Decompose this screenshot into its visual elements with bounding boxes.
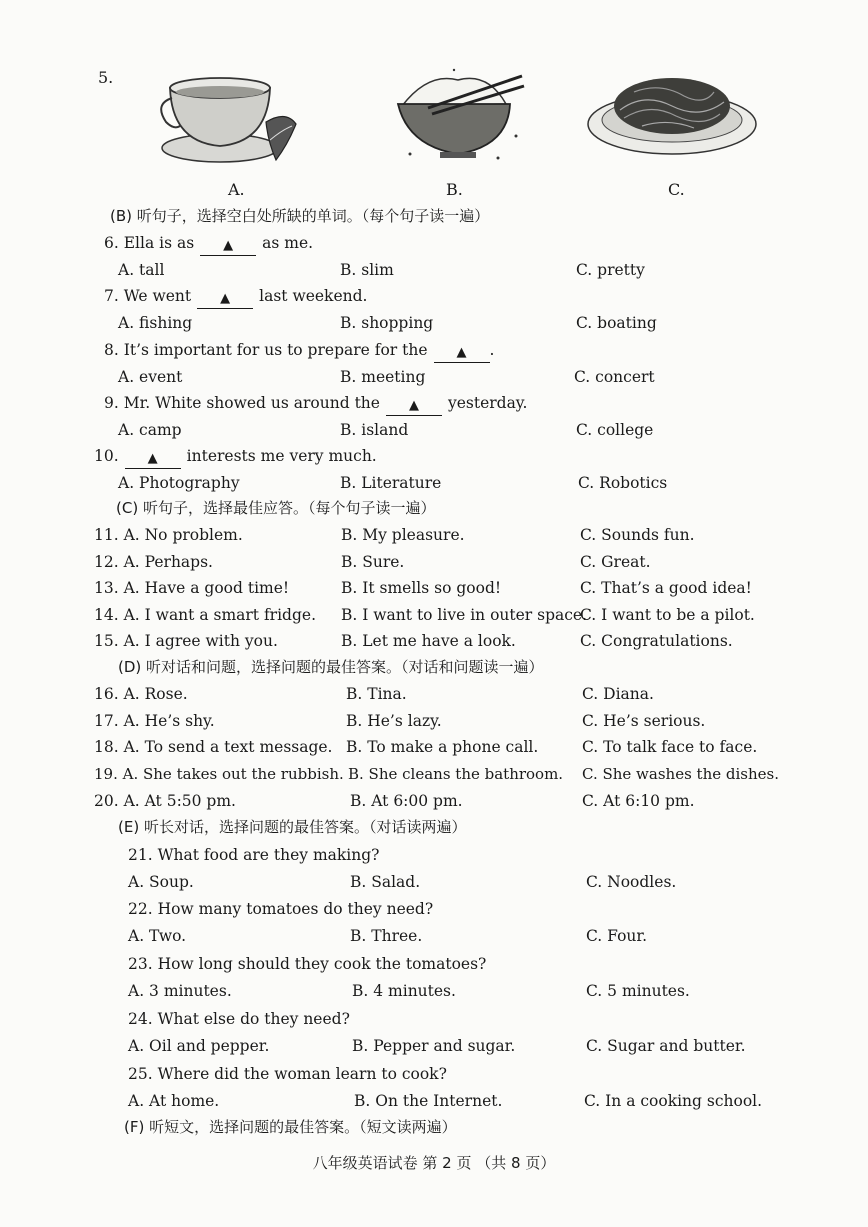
answer-blank: ▲ (125, 451, 181, 469)
question-5-number: 5. (98, 68, 114, 87)
page-footer: 八年级英语试卷 第 2 页 （共 8 页） (312, 1154, 556, 1172)
answer-blank: ▲ (200, 238, 256, 256)
option-c-label: C. (668, 180, 685, 199)
option-a-label: A. (228, 180, 245, 199)
answer-blank: ▲ (386, 398, 442, 416)
answer-blank: ▲ (197, 291, 253, 309)
answer-blank: ▲ (434, 345, 490, 363)
noodles-plate-icon (584, 62, 760, 162)
option-b-label: B. (446, 180, 463, 199)
teacup-icon (158, 70, 308, 180)
rice-bowl-icon (388, 66, 528, 166)
exam-page: 5. A. B. C. (B) 听句子，选择空白处所缺的单词。（每个句子读一遍） 6. Ella is as ▲ as me. A. tall B. slim C. pretty 7. We went ▲ last weekend. A. fishing B. shopping C. boating 8. It’s important for us to prepare for the ▲ . A. event B. meeting C. concert 9. Mr. White showed us around the ▲ yesterday. A. camp B. island C. college 10. ▲ interests me very much. A. Photography B. Literature C. Robotics (C) 听句子，选择最佳应答。（每个句子读一遍） 11. A. No problem. B. My pleasure. C. Sounds fun. 12. A. Perhaps. B. Sure. C. Great. 13. A. Have a good time! B. It smells so good! C. That’s a good idea! 14. A. I want a smart fridge. B. I want to live in outer space. C. I want to be a pilot. 15. A. I agree with you. B. Let me have a look. C. Congratulations. (D) 听对话和问题，选择问题的最佳答案。（对话和问题读一遍） 16. A. Rose. B. Tina. C. Diana. 17. A. He’s shy. B. He’s lazy. C. He’s serious. 18. A. To send a text message. B. To make a phone call. C. To talk face to face. 19. A. She takes out the rubbish. B. She cleans the bathroom. C. She washes the dishes. 20. A. At 5:50 pm. B. At 6:00 pm. C. At 6:10 pm. (E) 听长对话，选择问题的最佳答案。（对话读两遍） 21. What food are they making? A. Soup. B. Salad. C. Noodles. 22. How many tomatoes do they need? A. Two. B. Three. C. Four. 23. How long should they cook the tomatoes? A. 3 minutes. B. 4 minutes. C. 5 minutes. 24. What else do they need? A. Oil and pepper. B. Pepper and sugar. C. Sugar and butter. 25. Where did the woman learn to cook? A. At home. B. On the Internet. C. In a cooking school. (F) 听短文，选择问题的最佳答案。（短文读两遍） 八年级英语试卷 第 2 页 （共 8 页） (0, 0, 868, 1227)
